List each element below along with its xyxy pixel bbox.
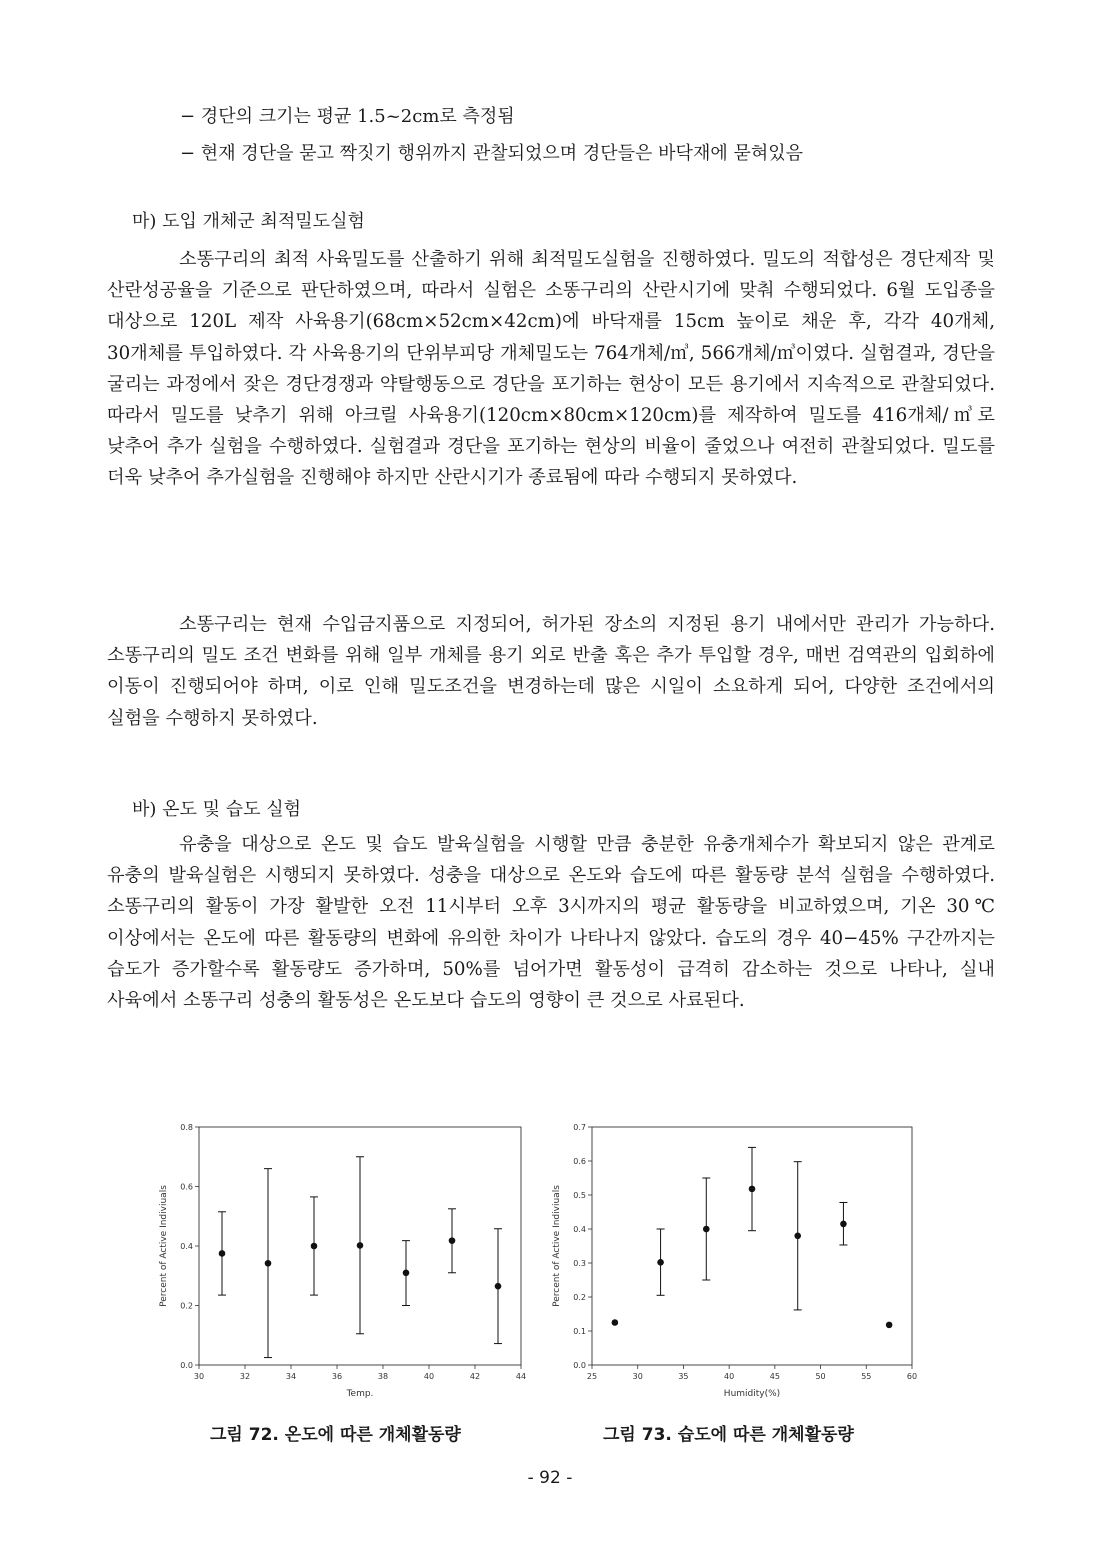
x-axis-label: Temp.: [346, 1389, 374, 1399]
y-tick-label: 0.6: [180, 1182, 193, 1192]
y-tick-label: 0.6: [573, 1157, 586, 1166]
y-tick-label: 0.0: [180, 1361, 193, 1370]
y-tick-label: 0.2: [573, 1293, 586, 1302]
y-axis-label: Percent of Active Indiviuals: [159, 1185, 169, 1307]
paragraph: 유충을 대상으로 온도 및 습도 발육실험을 시행할 만큼 충분한 유충개체수가 확보되지 않은 관계로 유충의 발육실험은 시행되지 못하였다. 성충을 대상으로 온도와 습도에 따른 활동량 분석 실험을 수행하였다. 소똥구리의 활동이 가장 활발한 오전 11시부터 오후 3시까지의 평균 활동량을 비교하였으며, 기온 30℃ 이상에서는 온도에 따른 활동량의 변화에 유의한 차이가 나타나지 않았다. 습도의 경우 40−45% 구간까지는 습도가 증가할수록 활동량도 증가하며, 50%를 넘어가면 활동성이 급격히 감소하는 것으로 나타나, 실내 사육에서 소똥구리 성충의 활동성은 온도보다 습도의 영향이 큰 것으로 사료된다.: [107, 834, 995, 1012]
chart-temperature: [150, 1115, 540, 1410]
data-point: [840, 1221, 847, 1228]
y-tick-label: 0.8: [180, 1123, 193, 1132]
data-point: [886, 1322, 893, 1329]
y-tick-label: 0.4: [573, 1225, 586, 1234]
data-point: [495, 1283, 502, 1290]
y-tick-label: 0.0: [573, 1361, 586, 1370]
data-point: [265, 1260, 272, 1267]
data-point: [794, 1233, 801, 1240]
x-tick-label: 36: [331, 1372, 343, 1381]
x-tick-label: 50: [815, 1372, 826, 1381]
section-heading-temperature-humidity: 바) 온도 및 습도 실험: [132, 799, 302, 820]
x-tick-label: 40: [423, 1372, 435, 1381]
x-tick-label: 45: [769, 1372, 780, 1381]
y-tick-label: 0.7: [573, 1123, 586, 1132]
x-tick-label: 30: [632, 1372, 643, 1381]
bullet-item: − 경단의 크기는 평균 1.5~2cm로 측정됨: [180, 106, 515, 127]
x-axis-label: Humidity(%): [723, 1389, 781, 1399]
y-tick-label: 0.3: [573, 1259, 586, 1268]
x-tick-label: 34: [285, 1372, 297, 1381]
x-tick-label: 32: [239, 1372, 251, 1381]
x-tick-label: 44: [515, 1372, 527, 1381]
y-tick-label: 0.1: [573, 1327, 586, 1336]
bullet-item: − 현재 경단을 묻고 짝짓기 행위까지 관찰되었으며 경단들은 바닥재에 묻혀있음: [180, 143, 803, 164]
x-tick-label: 42: [469, 1372, 481, 1381]
chart-temperature-svg: [150, 1115, 540, 1410]
x-tick-label: 40: [724, 1372, 735, 1381]
y-tick-label: 0.2: [180, 1301, 193, 1311]
data-point: [449, 1237, 456, 1244]
x-tick-label: 60: [906, 1372, 918, 1381]
section-heading-density: 마) 도입 개체군 최적밀도실험: [132, 211, 365, 232]
data-point: [703, 1226, 710, 1233]
y-tick-label: 0.4: [180, 1242, 193, 1251]
data-point: [311, 1243, 318, 1250]
paragraph: 소똥구리의 최적 사육밀도를 산출하기 위해 최적밀도실험을 진행하였다. 밀도의 적합성은 경단제작 및 산란성공율을 기준으로 판단하였으며, 따라서 실험은 소똥구리의 산란시기에 맞춰 수행되었다. 6월 도입종을 대상으로 120L 제작 사육용기(68cm×52cm×42cm)에 바닥재를 15cm 높이로 채운 후, 각각 40개체, 30개체를 투입하였다. 각 사육용기의 단위부피당 개체밀도는 764개체/㎥, 566개체/㎥이였다. 실험결과, 경단을 굴리는 과정에서 잦은 경단경쟁과 약탈행동으로 경단을 포기하는 현상이 모든 용기에서 지속적으로 관찰되었다. 따라서 밀도를 낮추기 위해 아크릴 사육용기(120cm×80cm×120cm)를 제작하여 밀도를 416개체/㎥로 낮추어 추가 실험을 수행하였다. 실험결과 경단을 포기하는 현상의 비율이 줄었으나 여전히 관찰되었다. 밀도를 더욱 낮추어 추가실험을 진행해야 하지만 산란시기가 종료됨에 따라 수행되지 못하였다.: [107, 249, 995, 489]
x-tick-label: 35: [678, 1372, 689, 1381]
paragraph: 소똥구리는 현재 수입금지품으로 지정되어, 허가된 장소의 지정된 용기 내에서만 관리가 가능하다. 소똥구리의 밀도 조건 변화를 위해 일부 개체를 용기 외로 반출 혹은 추가 투입할 경우, 매번 검역관의 입회하에 이동이 진행되어야 하며, 이로 인해 밀도조건을 변경하는데 많은 시일이 소요하게 되어, 다양한 조건에서의 실험을 수행하지 못하였다.: [107, 614, 995, 729]
chart-humidity: [545, 1115, 935, 1410]
y-tick-label: 0.5: [573, 1191, 586, 1200]
data-point: [357, 1242, 364, 1249]
chart-humidity-svg: [545, 1115, 935, 1410]
figure-caption: 그림 72. 온도에 따른 개체활동량: [210, 1425, 461, 1445]
page-number: - 92 -: [527, 1468, 573, 1488]
x-tick-label: 25: [586, 1372, 598, 1381]
x-tick-label: 30: [193, 1372, 205, 1381]
y-axis-label: Percent of Active Indiviuals: [552, 1185, 562, 1307]
x-tick-label: 38: [377, 1372, 389, 1381]
data-point: [657, 1259, 664, 1266]
data-point: [403, 1269, 410, 1276]
data-point: [612, 1319, 619, 1326]
figure-caption: 그림 73. 습도에 따른 개체활동량: [603, 1425, 854, 1445]
data-point: [749, 1186, 756, 1193]
data-point: [219, 1250, 226, 1257]
x-tick-label: 55: [861, 1372, 872, 1381]
